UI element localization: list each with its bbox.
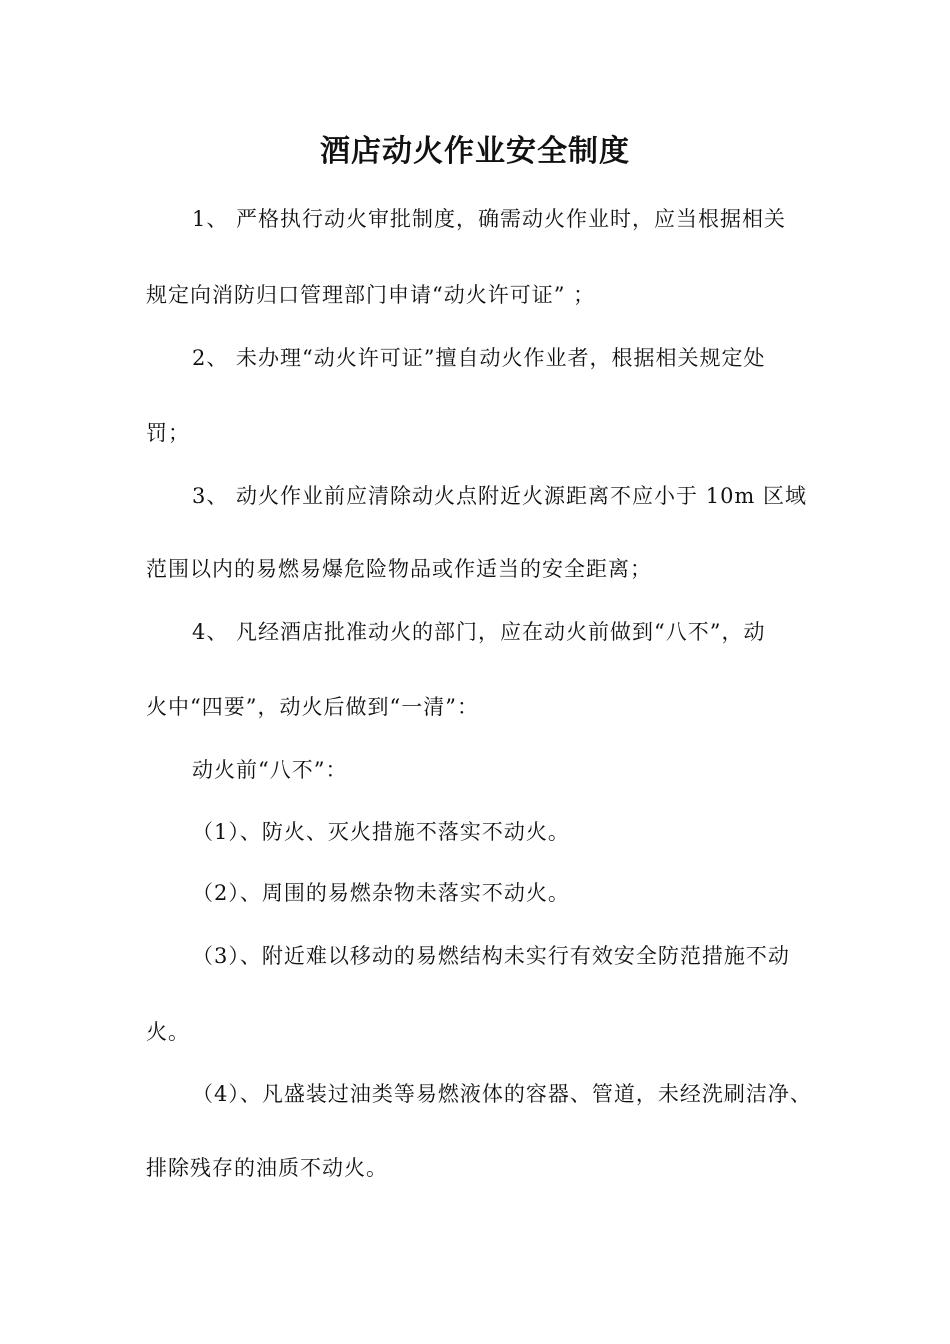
- text-line-item3-a: 3、 动火作业前应清除动火点附近火源距离不应小于 10m 区域: [192, 484, 808, 508]
- document-title: 酒店动火作业安全制度: [320, 134, 630, 169]
- text-line-rule3-b: 火。: [146, 1020, 190, 1044]
- text-line-item1-b: 规定向消防归口管理部门申请“动火许可证” ；: [146, 283, 596, 307]
- text-line-item4-a: 4、 凡经酒店批准动火的部门，应在动火前做到“八不”，动: [192, 620, 766, 644]
- text-line-rule4-a: （4）、凡盛装过油类等易燃液体的容器、管道，未经洗刷洁净、: [192, 1082, 812, 1106]
- text-line-item2-a: 2、 未办理“动火许可证”擅自动火作业者，根据相关规定处: [192, 346, 766, 370]
- text-line-rule1: （1）、防火、灭火措施不落实不动火。: [192, 820, 570, 844]
- text-line-item3-b: 范围以内的易燃易爆危险物品或作适当的安全距离；: [146, 557, 652, 581]
- text-line-item1-a: 1、 严格执行动火审批制度，确需动火作业时，应当根据相关: [192, 207, 787, 231]
- text-line-item2-b: 罚；: [146, 421, 190, 445]
- text-line-rule2: （2）、周围的易燃杂物未落实不动火。: [192, 881, 570, 905]
- text-line-rule3-a: （3）、附近难以移动的易燃结构未实行有效安全防范措施不动: [192, 944, 790, 968]
- text-line-item4-b: 火中“四要”，动火后做到“一清”：: [146, 695, 479, 719]
- text-line-rule4-b: 排除残存的油质不动火。: [146, 1156, 388, 1180]
- text-line-subheading: 动火前“八不”：: [192, 758, 348, 782]
